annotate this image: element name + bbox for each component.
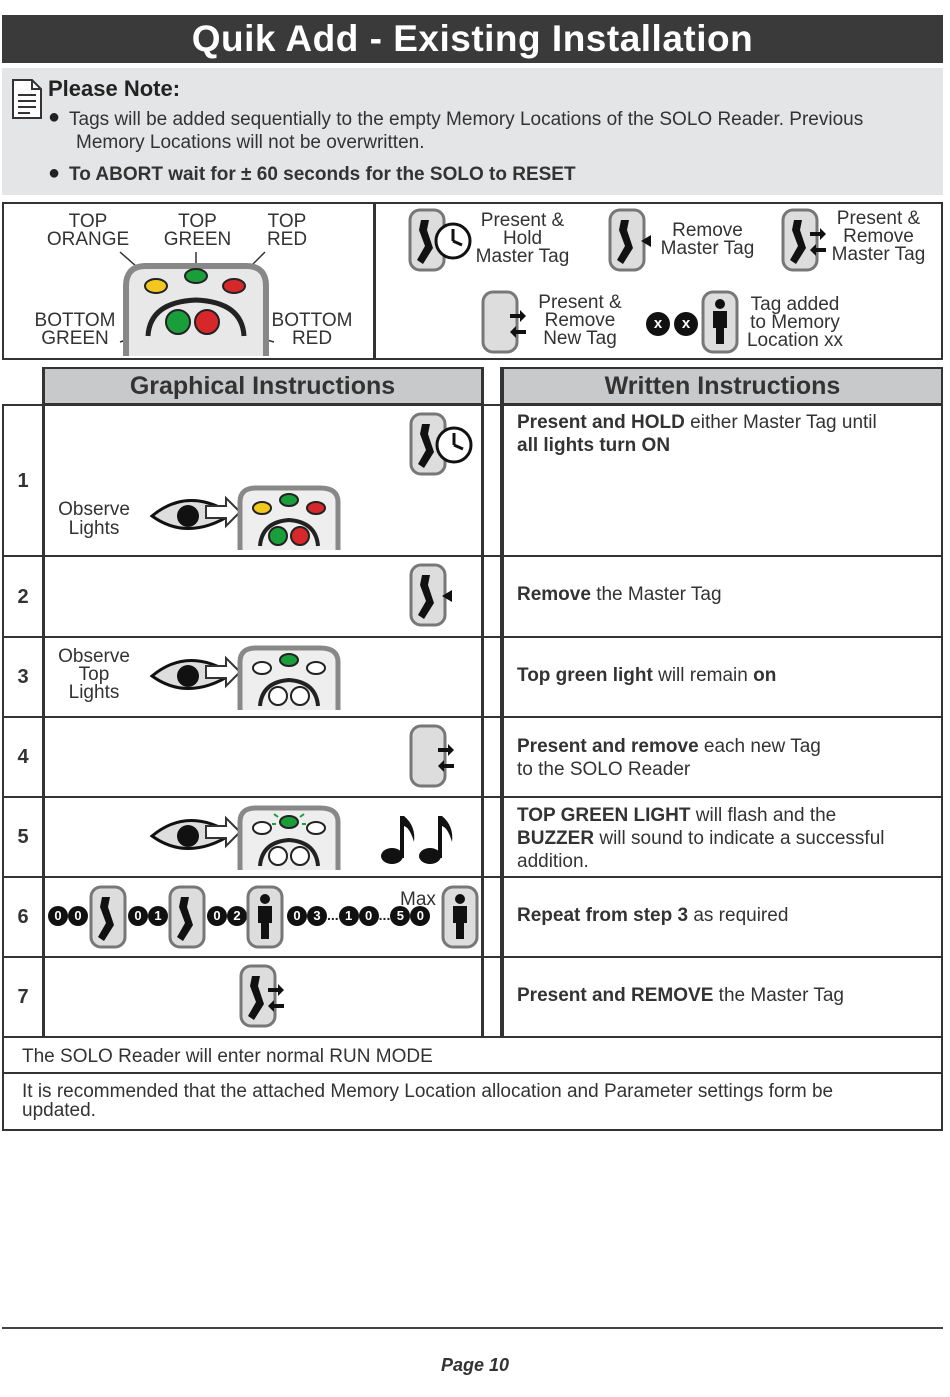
written-step-1 xyxy=(517,411,937,457)
location-badges-00 xyxy=(48,906,88,926)
row-divider xyxy=(2,404,943,406)
instruction-bold: Present and remove xyxy=(517,736,699,757)
reader-diagram xyxy=(110,246,290,358)
instruction-line xyxy=(517,804,937,827)
note-line-1a: Tags will be added sequentially to the empty Memory Locations of the SOLO Reader. Previous xyxy=(69,109,864,130)
location-badge: 1 xyxy=(148,906,168,926)
written-step-6 xyxy=(517,904,937,927)
bullet-icon: ● xyxy=(48,162,61,184)
instruction-line xyxy=(517,827,937,850)
instruction-text: each new Tag xyxy=(698,736,821,757)
location-badge: 0 xyxy=(128,906,148,926)
label-line: Tag added xyxy=(750,294,840,315)
label-tag-added xyxy=(740,296,850,350)
label-line: Present & xyxy=(836,208,921,229)
label-present-hold xyxy=(470,212,575,266)
master-tag-icon xyxy=(88,885,128,951)
present-hold-master-icon xyxy=(407,208,477,274)
label-line: Observe xyxy=(58,499,130,520)
legend-divider xyxy=(373,202,376,360)
row-divider xyxy=(2,636,943,638)
location-badge: 0 xyxy=(48,906,68,926)
footer-rule xyxy=(2,1327,943,1329)
label-line: Top xyxy=(78,664,110,685)
instruction-text: either Master Tag until xyxy=(684,412,877,433)
run-mode-text: The SOLO Reader will enter normal RUN MODE xyxy=(22,1046,433,1067)
label-line: Lights xyxy=(68,682,120,703)
graphical-instructions-header: Graphical Instructions xyxy=(42,367,483,405)
label-line: Master Tag xyxy=(475,246,570,267)
page-title: Quik Add - Existing Installation xyxy=(2,15,943,63)
row-divider xyxy=(2,796,943,798)
instruction-bold: BUZZER xyxy=(517,828,595,849)
label-line: Remove xyxy=(843,226,914,247)
instruction-bold: Remove xyxy=(517,584,591,605)
instruction-text: will remain xyxy=(652,665,754,686)
observe-top-lights-label xyxy=(55,648,133,702)
eye-reader-all-lights-icon xyxy=(148,484,343,550)
step-number: 3 xyxy=(17,666,29,688)
label-line: GREEN xyxy=(41,328,109,349)
step-number: 4 xyxy=(17,746,29,768)
location-badge: 0 xyxy=(359,906,379,926)
remove-master-icon xyxy=(607,208,657,274)
instruction-bold: Present and REMOVE xyxy=(517,985,714,1006)
location-badge: 1 xyxy=(339,906,359,926)
remove-master-icon xyxy=(408,563,458,629)
user-tag-icon xyxy=(440,885,480,951)
instruction-line xyxy=(517,411,937,434)
note-heading: Please Note: xyxy=(48,76,181,101)
label-line: Master Tag xyxy=(660,238,755,259)
label-top-green xyxy=(160,213,235,249)
ellipsis: ... xyxy=(378,907,391,923)
location-badges-02 xyxy=(207,906,247,926)
location-badge: 0 xyxy=(287,906,307,926)
instruction-line: addition. xyxy=(517,851,589,872)
written-step-5 xyxy=(517,804,937,873)
present-remove-master-icon xyxy=(780,208,830,274)
recommendation-line: updated. xyxy=(22,1100,96,1121)
location-badge: 5 xyxy=(390,906,410,926)
instruction-bold: all lights turn ON xyxy=(517,435,671,456)
instruction-text: as required xyxy=(688,905,789,926)
location-badge: 2 xyxy=(227,906,247,926)
label-line: Observe xyxy=(58,646,130,667)
label-line: TOP xyxy=(267,211,307,232)
row-divider xyxy=(2,956,943,958)
table-border-mid-a xyxy=(481,367,484,1038)
instruction-line: to the SOLO Reader xyxy=(517,759,691,780)
eye-reader-top-green-icon xyxy=(148,644,343,710)
label-top-orange xyxy=(43,213,133,249)
present-remove-master-icon xyxy=(238,964,288,1030)
row-divider xyxy=(2,716,943,718)
instruction-line xyxy=(517,434,937,457)
label-line: Present & xyxy=(480,210,565,231)
document-icon xyxy=(10,78,44,120)
instruction-bold: Top green light xyxy=(517,665,653,686)
master-tag-icon xyxy=(167,885,207,951)
table-border-right xyxy=(941,367,943,1038)
label-present-remove-new xyxy=(530,294,630,348)
instruction-bold: on xyxy=(753,665,777,686)
present-remove-new-icon xyxy=(480,290,530,356)
written-instructions-header: Written Instructions xyxy=(502,367,943,405)
row-divider xyxy=(2,876,943,878)
label-line: GREEN xyxy=(163,229,232,250)
instruction-line xyxy=(517,735,937,758)
label-line: to Memory xyxy=(750,312,840,333)
step-number: 6 xyxy=(17,906,29,928)
written-step-7 xyxy=(517,984,937,1007)
label-line: TOP xyxy=(178,211,217,232)
instruction-text: the Master Tag xyxy=(713,985,844,1006)
run-mode-row xyxy=(2,1036,943,1074)
location-badge: 0 xyxy=(410,906,430,926)
instruction-text: will sound to indicate a successful xyxy=(594,828,885,849)
page-number: Page 10 xyxy=(440,1355,510,1375)
label-line: Lights xyxy=(68,518,120,539)
row-divider xyxy=(2,555,943,557)
table-border-left xyxy=(2,404,4,1038)
label-line: ORANGE xyxy=(46,229,130,250)
bullet-icon: ● xyxy=(48,106,61,128)
max-label: Max xyxy=(400,889,436,910)
written-step-3 xyxy=(517,664,937,687)
step-number: 7 xyxy=(17,986,29,1008)
tag-added-icon xyxy=(700,290,742,356)
label-line: New Tag xyxy=(543,328,617,349)
label-remove-master xyxy=(655,222,760,258)
badge-x: x xyxy=(646,312,670,336)
label-line: BOTTOM xyxy=(34,310,116,331)
buzzer-music-notes-icon xyxy=(380,808,462,868)
table-border-num xyxy=(42,367,45,1038)
instruction-text: will flash and the xyxy=(690,805,837,826)
location-badge: 0 xyxy=(207,906,227,926)
label-line: Hold xyxy=(502,228,543,249)
table-border-mid-b xyxy=(500,367,504,1038)
label-line: TOP xyxy=(68,211,108,232)
label-line: Master Tag xyxy=(831,244,926,265)
label-bottom-green xyxy=(30,312,120,348)
present-remove-new-icon xyxy=(408,724,458,790)
step-number: 1 xyxy=(17,470,29,492)
ellipsis: ... xyxy=(327,907,339,923)
present-hold-master-icon xyxy=(408,412,478,478)
recommendation-row xyxy=(2,1072,943,1131)
instruction-bold: TOP GREEN LIGHT xyxy=(517,805,691,826)
step-number: 2 xyxy=(17,586,29,608)
label-top-red xyxy=(262,213,312,249)
badge-x: x xyxy=(674,312,698,336)
location-badge: 0 xyxy=(68,906,88,926)
instruction-bold: Present and HOLD xyxy=(517,412,685,433)
recommendation-line: It is recommended that the attached Memory Location allocation and Parameter settings form be xyxy=(22,1081,834,1102)
step-number: 5 xyxy=(17,826,29,848)
eye-reader-flash-icon xyxy=(148,804,343,870)
instruction-text: the Master Tag xyxy=(590,584,722,605)
user-tag-icon xyxy=(245,885,285,951)
label-line: RED xyxy=(266,229,308,250)
label-present-remove-master xyxy=(826,210,931,264)
note-abort: To ABORT wait for ± 60 seconds for the SOLO to RESET xyxy=(69,164,576,185)
written-step-2 xyxy=(517,583,937,606)
label-line: Remove xyxy=(544,310,616,331)
label-line: RED xyxy=(291,328,333,349)
location-badges-01 xyxy=(128,906,168,926)
label-line: Location xx xyxy=(746,330,844,351)
note-line-1b: Memory Locations will not be overwritten. xyxy=(76,132,425,153)
label-line: BOTTOM xyxy=(271,310,353,331)
location-badge: 3 xyxy=(307,906,327,926)
instruction-bold: Repeat from step 3 xyxy=(517,905,689,926)
label-line: Remove xyxy=(672,220,743,241)
label-line: Present & xyxy=(538,292,622,313)
written-step-4 xyxy=(517,735,937,781)
observe-lights-label xyxy=(55,500,133,538)
